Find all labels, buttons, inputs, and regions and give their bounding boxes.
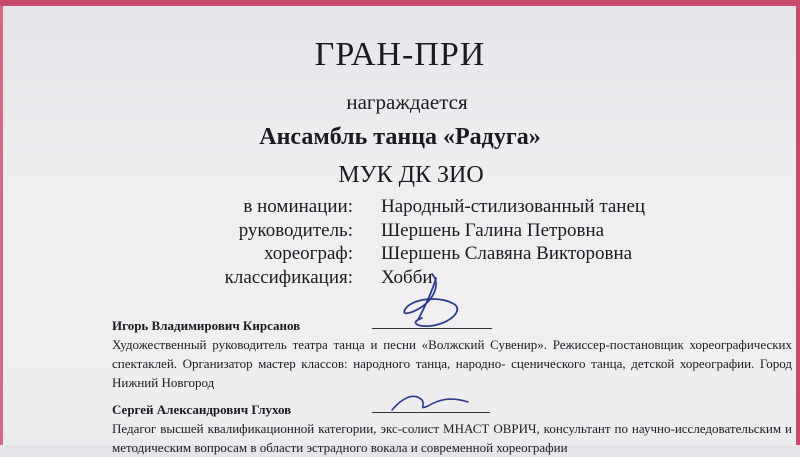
jury-name: Игорь Владимирович Кирсанов: [112, 318, 301, 333]
detail-row-leader: [110, 220, 710, 244]
detail-value: Народный-стилизованный танец: [381, 196, 646, 217]
awarded-text: награждается: [346, 90, 468, 114]
detail-row-choreographer: [110, 243, 710, 267]
detail-value: Шершень Славяна Викторовна: [381, 243, 633, 264]
detail-label: в номинации:: [243, 196, 353, 217]
top-border: [0, 0, 800, 6]
detail-label: руководитель:: [238, 219, 353, 241]
award-details: [110, 196, 710, 290]
detail-label: классификация:: [224, 266, 353, 288]
organization-name: МУК ДК ЗИО: [338, 162, 484, 188]
jury-description: Художественный руководитель театра танца и песни «Волжский Сувенир». Режиссер-постановщик хореографических спектаклей. Организатор мастер классов: народного танца, народно- сценического танца, детской хореографии. Город Нижний Новгород: [112, 337, 792, 390]
jury-name: Сергей Александрович Глухов: [112, 402, 292, 417]
detail-value: Шершень Галина Петровна: [381, 219, 605, 241]
ensemble-name: Ансамбль танца «Радуга»: [259, 124, 541, 150]
jury-member-2: [112, 402, 792, 457]
detail-label: хореограф:: [263, 243, 353, 264]
detail-value: Хобби: [381, 266, 433, 288]
jury-member-1: [112, 318, 792, 392]
detail-row-classification: [110, 267, 710, 291]
certificate-title: ГРАН-ПРИ: [314, 36, 486, 73]
detail-row-nomination: [110, 196, 710, 220]
jury-description: Педагог высшей квалификационной категории, экс-солист МНАСТ ОВРИЧ, консультант по научно-исследовательским и методическим вопросам в области эстрадного вокала и современной хореографии: [112, 421, 792, 455]
